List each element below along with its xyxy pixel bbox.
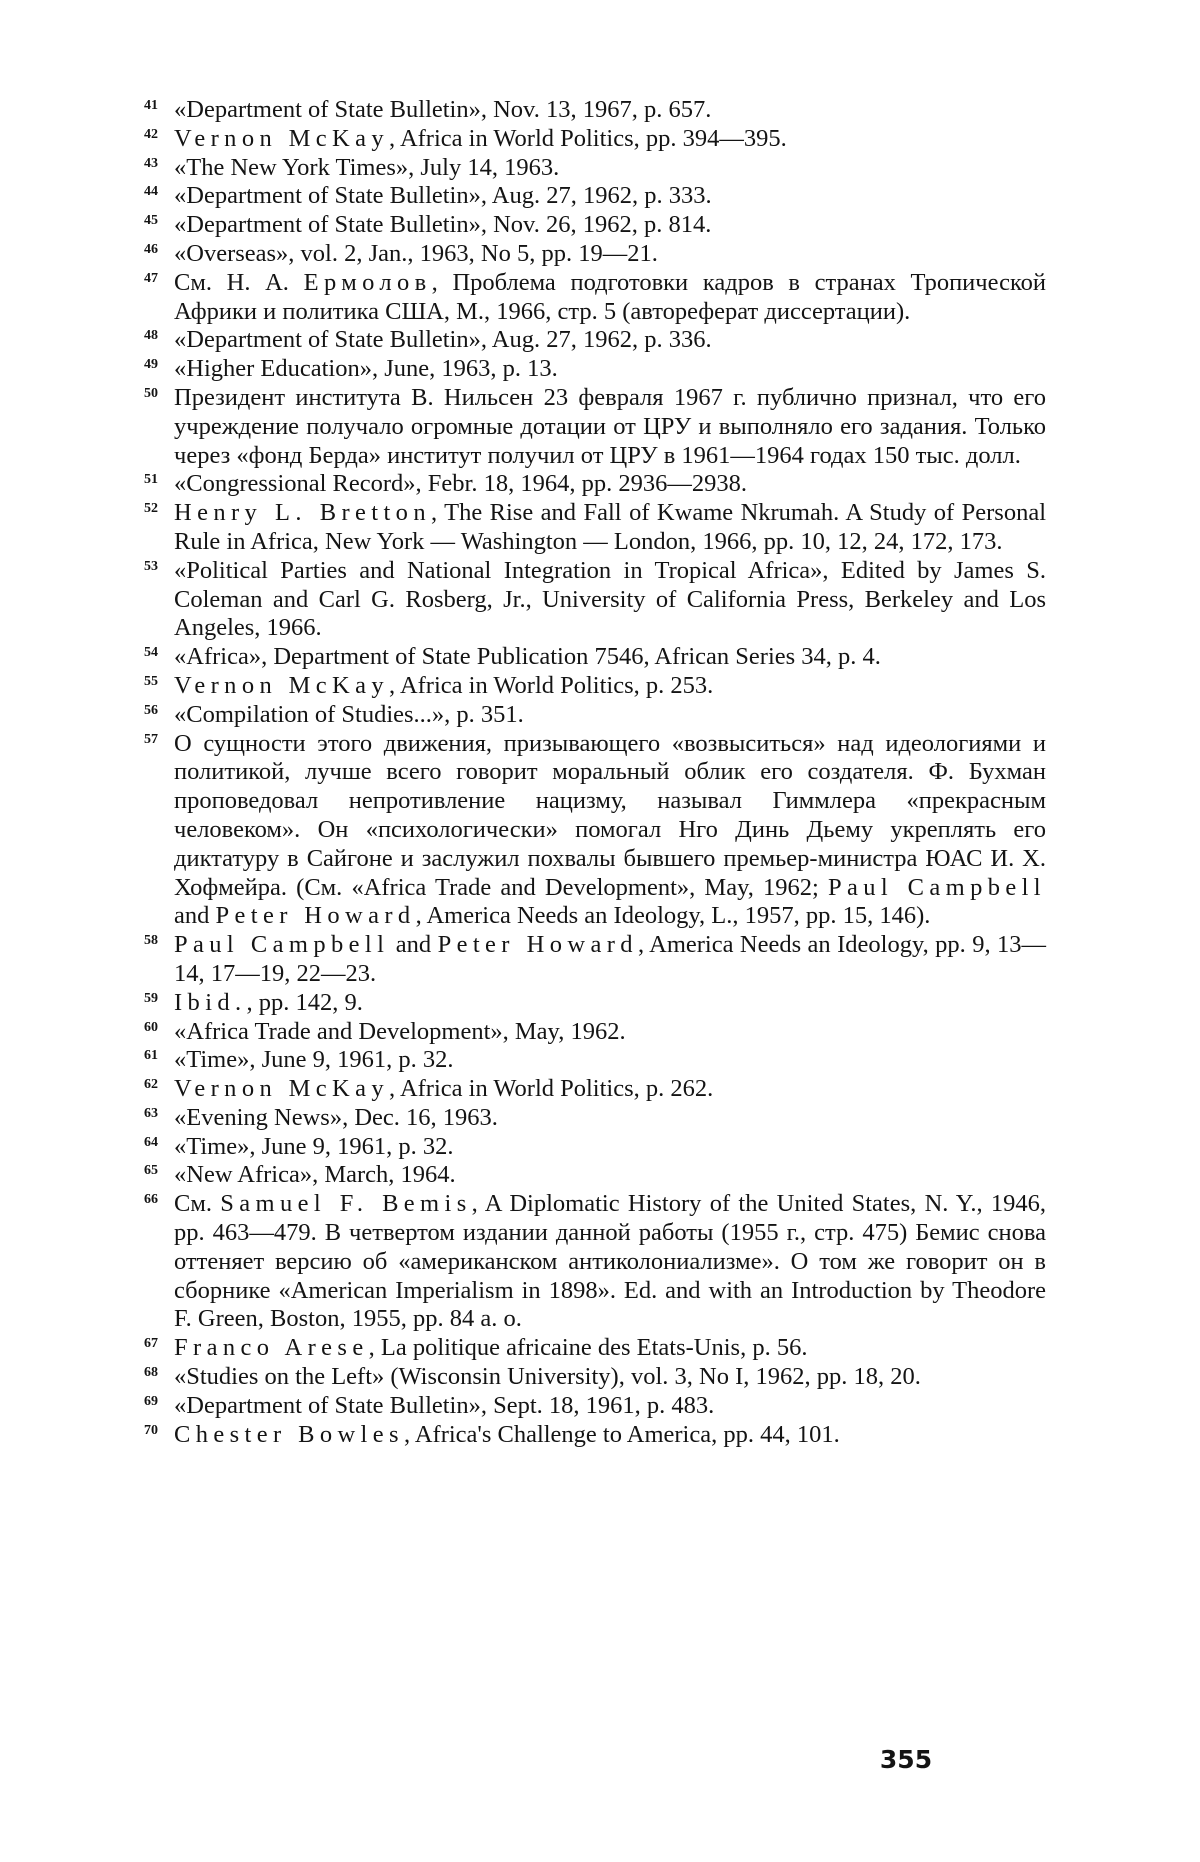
footnote-number: 69 (144, 1393, 158, 1409)
footnote-text: , Africa in World Politics, p. 253. (389, 671, 714, 699)
footnote-text: «The New York Times», July 14, 1963. (174, 153, 560, 181)
footnote-text: «Africa», Department of State Publication 7546, African Series 34, p. 4. (174, 643, 881, 671)
footnote-number: 43 (144, 155, 158, 171)
author-name: Samuel F. Bemis (220, 1190, 472, 1218)
footnote (144, 1018, 1046, 1047)
footnote-text: «Overseas», vol. 2, Jan., 1963, No 5, pp. 19—21. (174, 239, 658, 267)
footnote (144, 154, 1046, 183)
footnote-text: and (389, 931, 438, 959)
footnote (144, 355, 1046, 384)
footnote-number: 59 (144, 990, 158, 1006)
footnote-text: «New Africa», March, 1964. (174, 1161, 456, 1189)
page-number: 355 (879, 1745, 933, 1774)
footnote-text: «Department of State Bulletin», Nov. 13, 1967, p. 657. (174, 96, 712, 123)
footnote (144, 1046, 1046, 1075)
footnote (144, 643, 1046, 672)
footnote (144, 182, 1046, 211)
footnote-text: О сущности этого движения, призывающего «возвыситься» над идеологиями и политикой, лучше всего говорит моральный облик его создателя. Ф. Бухман проповедовал непротивление нацизму, называл Гиммлера «прекрасным человеком». Он «психологически» помогал Нго Динь Дьему укреплять его диктатуру в Сайгоне и заслужил похвалы бывшего премьер-министра ЮАС И. Х. Хофмейра. (См. «Africa Trade and Development», May, 1962; (174, 729, 1046, 901)
footnote-text: , The Rise and Fall of Kwame Nkrumah. A Study of Personal Rule in Africa, New York — Washington — London, 1966, pp. 10, 12, 24, 172, 173. (174, 499, 1047, 555)
author-name: Ермолов (303, 268, 432, 296)
footnote-text: «Department of State Bulletin», Aug. 27, 1962, p. 336. (174, 326, 712, 354)
footnotes-list (144, 96, 1046, 1449)
footnote (144, 470, 1046, 499)
footnote (144, 730, 1046, 932)
footnote-number: 67 (144, 1336, 158, 1352)
footnote (144, 1392, 1046, 1421)
footnote-text: «Studies on the Left» (Wisconsin University), vol. 3, No I, 1962, pp. 18, 20. (174, 1363, 921, 1391)
footnote-number: 63 (144, 1105, 158, 1121)
footnote (144, 931, 1046, 989)
footnote (144, 557, 1046, 643)
footnote-text: «Department of State Bulletin», Sept. 18, 1961, p. 483. (174, 1391, 715, 1419)
footnote (144, 211, 1046, 240)
footnote-number: 66 (144, 1192, 158, 1208)
footnote (144, 96, 1046, 125)
footnote (144, 240, 1046, 269)
footnote-number: 48 (144, 328, 158, 344)
author-name: Henry L. Bretton (174, 499, 431, 527)
footnote (144, 1161, 1046, 1190)
footnote-text: , pp. 142, 9. (246, 988, 363, 1016)
footnote-number: 60 (144, 1019, 158, 1035)
footnote (144, 1104, 1046, 1133)
author-name: Chester Bowles (174, 1420, 404, 1448)
footnote-text: «Department of State Bulletin», Aug. 27, 1962, p. 333. (174, 182, 712, 210)
footnote-text: , Проблема подготовки кадров в странах Тропической Африки и политика США, М., 1966, стр. 5 (автореферат диссертации). (174, 268, 1046, 325)
footnote-text: «Time», June 9, 1961, p. 32. (174, 1046, 454, 1074)
footnote (144, 1190, 1046, 1334)
author-name: Paul Campbell (827, 873, 1047, 901)
footnote (144, 269, 1046, 327)
author-name: Vernon McKay (174, 1075, 390, 1103)
footnote-number: 65 (144, 1163, 158, 1179)
footnote-text: «Political Parties and National Integration in Tropical Africa», Edited by James S. Coleman and Carl G. Rosberg, Jr., University of California Press, Berkeley and Los Angeles, 1966. (174, 556, 1046, 642)
footnote-text: См. Н. А. (174, 268, 304, 296)
footnote-text: «Time», June 9, 1961, p. 32. (174, 1132, 454, 1160)
footnote-text: «Department of State Bulletin», Nov. 26, 1962, p. 814. (174, 211, 712, 239)
author-name: Peter Howard (215, 902, 416, 930)
footnote-number: 52 (144, 501, 158, 517)
footnote-number: 55 (144, 673, 158, 689)
footnote-text: См. (174, 1190, 221, 1218)
footnote-number: 54 (144, 645, 158, 661)
footnote-text: and (174, 902, 216, 930)
footnote-number: 50 (144, 385, 158, 401)
footnote-number: 62 (144, 1077, 158, 1093)
footnote-number: 45 (144, 213, 158, 229)
footnote-text: , Africa's Challenge to America, pp. 44, 101. (403, 1420, 840, 1448)
footnote-text: , Africa in World Politics, pp. 394—395. (389, 124, 787, 152)
footnote-text: «Congressional Record», Febr. 18, 1964, pp. 2936—2938. (174, 470, 747, 498)
footnote (144, 1133, 1046, 1162)
author-name: Peter Howard (437, 931, 638, 959)
footnote-text: «Africa Trade and Development», May, 1962. (174, 1017, 626, 1045)
footnote-number: 46 (144, 241, 158, 257)
footnote (144, 989, 1046, 1018)
footnote-text: , A Diplomatic History of the United States, N. Y., 1946, pp. 463—479. В четвертом издании данной работы (1955 г., стр. 475) Бемис снова оттеняет версию об «американском антиколониализме». О том же говорит он в сборнике «American Imperialism in 1898». Ed. and with an Introduction by Theodore F. Green, Boston, 1955, pp. 84 a. o. (174, 1190, 1046, 1333)
footnote-number: 42 (144, 126, 158, 142)
author-name: Ibid. (174, 988, 247, 1016)
footnote-text: , America Needs an Ideology, L., 1957, pp. 15, 146). (415, 902, 931, 930)
footnote-number: 53 (144, 558, 158, 574)
author-name: Vernon McKay (174, 671, 390, 699)
footnote-number: 56 (144, 702, 158, 718)
footnote-number: 47 (144, 270, 158, 286)
footnote (144, 125, 1046, 154)
footnote (144, 1421, 1046, 1450)
footnote-text: «Evening News», Dec. 16, 1963. (174, 1103, 498, 1131)
author-name: Franco Arese (174, 1334, 369, 1362)
footnote-number: 41 (144, 98, 158, 113)
footnote-number: 58 (144, 933, 158, 949)
footnote (144, 1075, 1046, 1104)
footnote-number: 64 (144, 1134, 158, 1150)
footnote (144, 701, 1046, 730)
footnote (144, 1334, 1046, 1363)
footnote-number: 70 (144, 1422, 158, 1438)
footnote (144, 672, 1046, 701)
footnote (144, 1363, 1046, 1392)
footnote-text: «Higher Education», June, 1963, p. 13. (174, 355, 558, 383)
footnote (144, 384, 1046, 470)
footnote-number: 68 (144, 1365, 158, 1381)
footnote (144, 499, 1046, 557)
footnote-number: 44 (144, 184, 158, 200)
footnote-text: Президент института В. Нильсен 23 февраля 1967 г. публично признал, что его учреждение получало огромные дотации от ЦРУ и выполняло его задания. Только через «фонд Берда» институт получил от ЦРУ в 1961—1964 годах 150 тыс. долл. (174, 383, 1046, 469)
footnote-text: , Africa in World Politics, p. 262. (389, 1075, 714, 1103)
footnote-text: , America Needs an Ideology, pp. 9, 13—14, 17—19, 22—23. (174, 931, 1047, 987)
footnote-number: 51 (144, 472, 158, 488)
author-name: Vernon McKay (174, 124, 390, 152)
footnote-text: «Compilation of Studies...», p. 351. (174, 700, 524, 728)
footnote-number: 49 (144, 357, 158, 373)
footnote-number: 57 (144, 731, 158, 747)
footnote-text: , La politique africaine des Etats-Unis, p. 56. (368, 1334, 808, 1362)
footnote-number: 61 (144, 1048, 158, 1064)
author-name: Paul Campbell (174, 931, 390, 959)
footnote (144, 326, 1046, 355)
